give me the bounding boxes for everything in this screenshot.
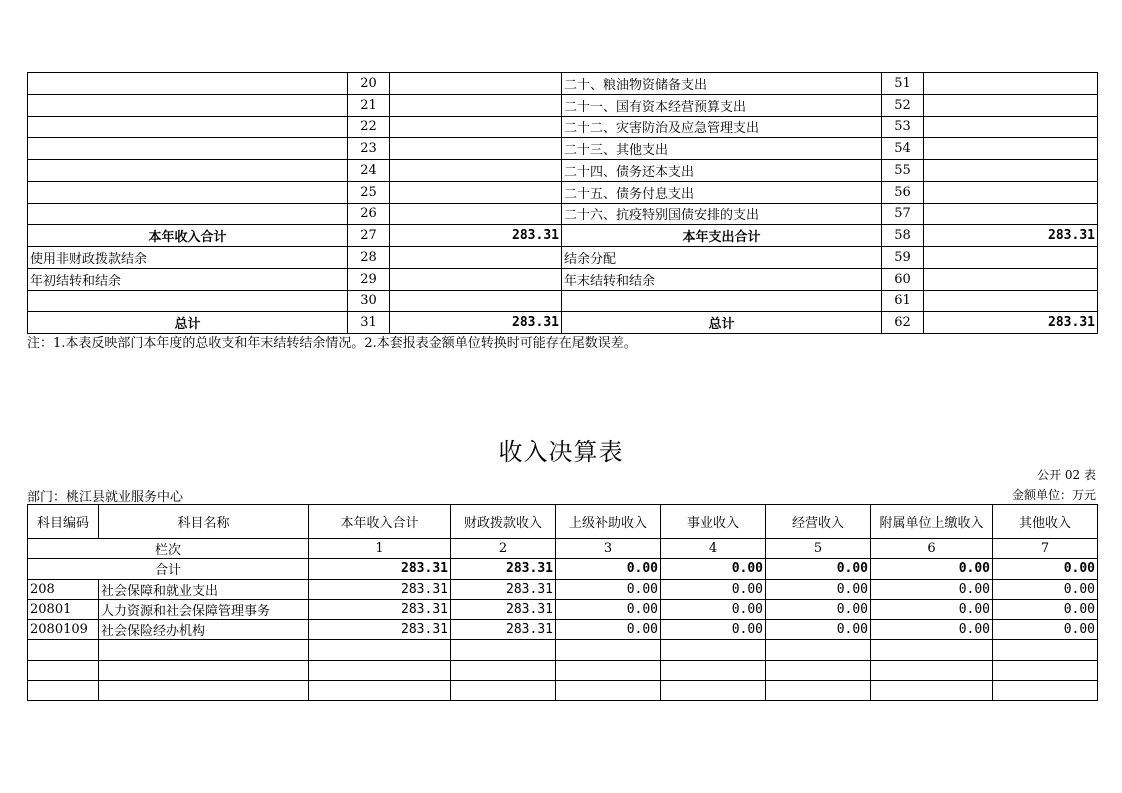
amount-cell [766,660,871,680]
subject-name-cell [99,681,309,701]
amount-cell [871,660,993,680]
total-row [28,559,1098,579]
table-row [28,73,1098,95]
column-number: 4 [661,539,766,559]
page-title: 收入决算表 [498,438,624,466]
amount-cell [661,681,766,701]
income-line-number-cell: 22 [348,116,390,138]
column-number: 2 [451,539,556,559]
amount-cell [556,681,661,701]
column-number: 1 [309,539,451,559]
income-item-cell [28,116,348,138]
expense-line-number-cell: 51 [882,73,924,95]
expense-item-cell: 结余分配 [562,247,882,269]
total-value: 0.00 [871,559,993,579]
expense-amount-cell [924,160,1098,182]
income-amount-cell: 283.31 [390,225,562,247]
amount-cell [451,660,556,680]
income-amount-cell: 283.31 [390,312,562,334]
table-row [28,94,1098,116]
table-row [28,138,1098,160]
amount-cell [871,681,993,701]
expense-line-number-cell: 57 [882,203,924,225]
column-number: 3 [556,539,661,559]
amount-cell: 0.00 [661,620,766,640]
amount-cell: 0.00 [766,579,871,599]
amount-cell [309,681,451,701]
amount-cell [993,681,1098,701]
amount-unit-label: 金额单位：万元 [1011,488,1096,502]
header-cell: 附属单位上缴收入 [871,505,993,539]
subject-code-cell [28,640,99,660]
expense-line-number-cell: 56 [882,181,924,203]
amount-cell [309,640,451,660]
subject-name-cell: 人力资源和社会保障管理事务 [99,599,309,619]
income-item-cell [28,138,348,160]
amount-cell [766,681,871,701]
header-cell: 上级补助收入 [556,505,661,539]
income-amount-cell [390,73,562,95]
header-cell: 科目名称 [99,505,309,539]
expense-item-cell: 二十二、灾害防治及应急管理支出 [562,116,882,138]
expense-line-number-cell: 55 [882,160,924,182]
header-cell: 经营收入 [766,505,871,539]
column-number: 6 [871,539,993,559]
amount-cell: 283.31 [451,599,556,619]
income-item-cell [28,73,348,95]
income-line-number-cell: 30 [348,290,390,312]
table-row [28,247,1098,269]
expense-line-number-cell: 52 [882,94,924,116]
expense-line-number-cell: 58 [882,225,924,247]
income-item-cell: 年初结转和结余 [28,268,348,290]
total-label: 合计 [28,559,309,579]
income-item-cell: 本年收入合计 [28,225,348,247]
expense-amount-cell [924,247,1098,269]
income-line-number-cell: 26 [348,203,390,225]
expense-item-cell: 二十三、其他支出 [562,138,882,160]
amount-cell: 0.00 [993,579,1098,599]
income-line-number-cell: 21 [348,94,390,116]
amount-cell [766,640,871,660]
expense-line-number-cell: 59 [882,247,924,269]
expense-amount-cell: 283.31 [924,225,1098,247]
amount-cell: 0.00 [993,620,1098,640]
amount-cell: 0.00 [766,620,871,640]
income-line-number-cell: 24 [348,160,390,182]
amount-cell: 0.00 [661,599,766,619]
subject-code-cell [28,660,99,680]
expense-amount-cell [924,116,1098,138]
total-value: 0.00 [993,559,1098,579]
expense-item-cell: 二十、粮油物资储备支出 [562,73,882,95]
income-expense-summary-table [27,72,1098,334]
amount-cell: 0.00 [871,599,993,619]
table-row [28,640,1098,660]
expense-amount-cell [924,138,1098,160]
table-row [28,620,1098,640]
amount-cell: 0.00 [871,579,993,599]
expense-amount-cell [924,73,1098,95]
income-item-cell [28,160,348,182]
expense-line-number-cell: 62 [882,312,924,334]
subject-code-cell [28,681,99,701]
header-cell: 财政拨款收入 [451,505,556,539]
amount-cell [993,640,1098,660]
subject-name-cell [99,640,309,660]
expense-amount-cell [924,290,1098,312]
income-amount-cell [390,160,562,182]
table-row [28,660,1098,680]
table-row [28,599,1098,619]
amount-cell: 283.31 [451,579,556,599]
expense-item-cell: 总计 [562,312,882,334]
amount-cell [993,660,1098,680]
income-item-cell [28,290,348,312]
expense-item-cell: 本年支出合计 [562,225,882,247]
expense-item-cell: 年末结转和结余 [562,268,882,290]
department-label: 部门：桃江县就业服务中心 [27,490,184,505]
expense-item-cell: 二十四、债务还本支出 [562,160,882,182]
amount-cell: 283.31 [309,620,451,640]
amount-cell: 283.31 [451,620,556,640]
income-amount-cell [390,138,562,160]
amount-cell [871,640,993,660]
table-row [28,312,1098,334]
total-value: 0.00 [661,559,766,579]
header-cell: 事业收入 [661,505,766,539]
header-cell: 其他收入 [993,505,1098,539]
income-amount-cell [390,116,562,138]
income-line-number-cell: 25 [348,181,390,203]
amount-cell [451,640,556,660]
column-number: 7 [993,539,1098,559]
income-line-number-cell: 28 [348,247,390,269]
amount-cell: 0.00 [993,599,1098,619]
expense-line-number-cell: 60 [882,268,924,290]
table-row [28,181,1098,203]
amount-cell: 0.00 [661,579,766,599]
income-amount-cell [390,203,562,225]
header-row [28,505,1098,539]
amount-cell: 0.00 [556,620,661,640]
amount-cell [556,640,661,660]
income-line-number-cell: 31 [348,312,390,334]
expense-amount-cell [924,181,1098,203]
income-amount-cell [390,290,562,312]
expense-amount-cell: 283.31 [924,312,1098,334]
subject-name-cell: 社会保险经办机构 [99,620,309,640]
expense-line-number-cell: 54 [882,138,924,160]
amount-cell [451,681,556,701]
table-row [28,116,1098,138]
amount-cell [309,660,451,680]
expense-item-cell: 二十五、债务付息支出 [562,181,882,203]
table-row [28,225,1098,247]
header-cell: 科目编码 [28,505,99,539]
subject-code-cell: 208 [28,579,99,599]
income-line-number-cell: 27 [348,225,390,247]
amount-cell: 283.31 [309,599,451,619]
expense-item-cell [562,290,882,312]
table-row [28,579,1098,599]
table-row [28,203,1098,225]
expense-line-number-cell: 53 [882,116,924,138]
form-code: 公开 02 表 [1037,468,1096,482]
total-value: 0.00 [766,559,871,579]
subject-code-cell: 20801 [28,599,99,619]
expense-amount-cell [924,203,1098,225]
amount-cell: 0.00 [556,599,661,619]
income-amount-cell [390,94,562,116]
expense-item-cell: 二十六、抗疫特别国债安排的支出 [562,203,882,225]
income-final-accounts-table [27,504,1098,701]
total-value: 0.00 [556,559,661,579]
total-value: 283.31 [451,559,556,579]
amount-cell: 0.00 [766,599,871,619]
subject-name-cell: 社会保障和就业支出 [99,579,309,599]
income-amount-cell [390,247,562,269]
table-row [28,268,1098,290]
amount-cell [556,660,661,680]
expense-line-number-cell: 61 [882,290,924,312]
income-line-number-cell: 23 [348,138,390,160]
income-item-cell [28,203,348,225]
column-number-row [28,539,1098,559]
income-amount-cell [390,181,562,203]
income-item-cell: 总计 [28,312,348,334]
table-row [28,160,1098,182]
expense-amount-cell [924,268,1098,290]
column-number: 5 [766,539,871,559]
subject-code-cell: 2080109 [28,620,99,640]
amount-cell [661,640,766,660]
table-note: 注：1.本表反映部门本年度的总收支和年末结转结余情况。2.本套报表金额单位转换时可能存在尾数误差。 [27,336,637,351]
amount-cell: 283.31 [309,579,451,599]
amount-cell: 0.00 [871,620,993,640]
amount-cell: 0.00 [556,579,661,599]
subject-name-cell [99,660,309,680]
header-cell: 本年收入合计 [309,505,451,539]
income-amount-cell [390,268,562,290]
income-item-cell [28,94,348,116]
expense-item-cell: 二十一、国有资本经营预算支出 [562,94,882,116]
income-item-cell [28,181,348,203]
income-item-cell: 使用非财政拨款结余 [28,247,348,269]
income-line-number-cell: 29 [348,268,390,290]
amount-cell [661,660,766,680]
income-line-number-cell: 20 [348,73,390,95]
table-row [28,290,1098,312]
column-number-label: 栏次 [28,539,309,559]
table-row [28,681,1098,701]
total-value: 283.31 [309,559,451,579]
expense-amount-cell [924,94,1098,116]
